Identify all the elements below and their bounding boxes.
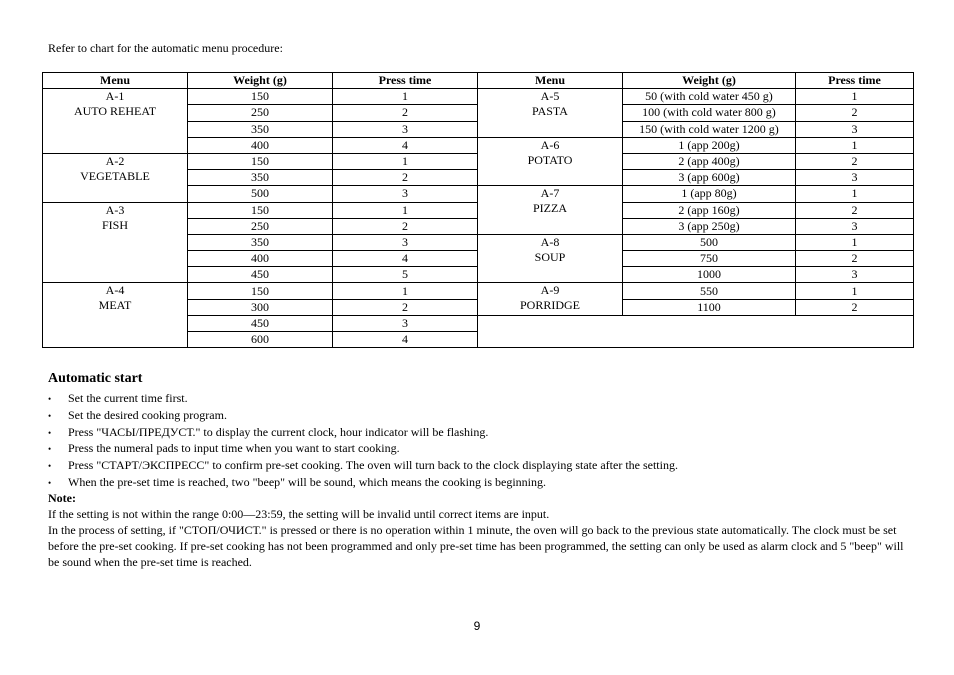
press-time-cell: 1 <box>333 283 478 299</box>
note-block <box>48 491 908 570</box>
menu-code: A-7 <box>540 186 560 201</box>
menu-cell <box>43 89 188 154</box>
press-time-cell: 3 <box>333 234 478 250</box>
press-time-cell: 2 <box>333 170 478 186</box>
press-time-cell: 3 <box>333 186 478 202</box>
empty-cell <box>478 315 914 347</box>
menu-name: VEGETABLE <box>80 168 150 183</box>
weight-cell: 400 <box>188 251 333 267</box>
menu-code: A-9 <box>540 283 560 298</box>
press-time-cell: 1 <box>333 153 478 169</box>
table-row <box>43 283 914 299</box>
column-header: Menu <box>43 73 188 89</box>
column-header: Weight (g) <box>623 73 796 89</box>
weight-cell: 350 <box>188 234 333 250</box>
press-time-cell: 3 <box>796 170 914 186</box>
weight-cell: 3 (app 600g) <box>623 170 796 186</box>
press-time-cell: 2 <box>333 299 478 315</box>
auto-menu-table <box>42 72 914 348</box>
press-time-cell: 5 <box>333 267 478 283</box>
weight-cell: 300 <box>188 299 333 315</box>
weight-cell: 1000 <box>623 267 796 283</box>
menu-cell <box>478 186 623 235</box>
weight-cell: 50 (with cold water 450 g) <box>623 89 796 105</box>
weight-cell: 150 <box>188 202 333 218</box>
press-time-cell: 1 <box>333 202 478 218</box>
intro-text: Refer to chart for the automatic menu procedure: <box>48 41 283 55</box>
page-number: 9 <box>473 619 481 633</box>
weight-cell: 500 <box>188 186 333 202</box>
menu-name: AUTO REHEAT <box>73 104 157 119</box>
list-item: • Set the current time first. <box>48 390 908 407</box>
press-time-cell: 2 <box>796 153 914 169</box>
weight-cell: 450 <box>188 267 333 283</box>
menu-code: A-6 <box>540 137 560 152</box>
press-time-cell: 1 <box>796 283 914 299</box>
weight-cell: 1100 <box>623 299 796 315</box>
press-time-cell: 3 <box>796 267 914 283</box>
weight-cell: 550 <box>623 283 796 299</box>
menu-name: PORRIDGE <box>519 298 580 313</box>
menu-cell <box>478 89 623 138</box>
menu-name: SOUP <box>534 249 566 264</box>
weight-cell: 250 <box>188 105 333 121</box>
column-header: Press time <box>796 73 914 89</box>
menu-code: A-3 <box>105 202 125 217</box>
weight-cell: 3 (app 250g) <box>623 218 796 234</box>
press-time-cell: 1 <box>796 234 914 250</box>
weight-cell: 150 <box>188 89 333 105</box>
weight-cell: 1 (app 200g) <box>623 137 796 153</box>
menu-name: PASTA <box>532 104 568 119</box>
press-time-cell: 2 <box>796 202 914 218</box>
weight-cell: 150 <box>188 283 333 299</box>
press-time-cell: 1 <box>796 186 914 202</box>
press-time-cell: 2 <box>333 105 478 121</box>
press-time-cell: 4 <box>333 332 478 348</box>
menu-cell <box>43 202 188 283</box>
weight-cell: 2 (app 160g) <box>623 202 796 218</box>
weight-cell: 2 (app 400g) <box>623 153 796 169</box>
press-time-cell: 1 <box>333 89 478 105</box>
menu-code: A-4 <box>105 283 125 298</box>
press-time-cell: 2 <box>796 105 914 121</box>
weight-cell: 150 <box>188 153 333 169</box>
menu-cell <box>478 137 623 186</box>
menu-cell <box>43 283 188 348</box>
menu-cell <box>43 153 188 202</box>
menu-code: A-8 <box>540 234 560 249</box>
table-row <box>43 89 914 105</box>
section-heading: Automatic start <box>48 371 143 386</box>
weight-cell: 600 <box>188 332 333 348</box>
menu-name: PIZZA <box>533 201 567 216</box>
note-paragraph: If the setting is not within the range 0:00—23:59, the setting will be invalid until correct items are input. <box>48 506 550 521</box>
list-item: • Press the numeral pads to input time when you want to start cooking. <box>48 440 908 457</box>
weight-cell: 750 <box>623 251 796 267</box>
menu-code: A-2 <box>105 153 125 168</box>
press-time-cell: 2 <box>796 299 914 315</box>
menu-cell <box>478 283 623 315</box>
weight-cell: 350 <box>188 121 333 137</box>
weight-cell: 150 (with cold water 1200 g) <box>623 121 796 137</box>
list-item: • When the pre-set time is reached, two "beep" will be sound, which means the cooking is beginning. <box>48 474 908 491</box>
note-label: Note: <box>48 490 76 505</box>
press-time-cell: 3 <box>796 218 914 234</box>
menu-name: MEAT <box>98 298 132 313</box>
menu-cell <box>478 234 623 283</box>
press-time-cell: 3 <box>333 315 478 331</box>
list-item: • Set the desired cooking program. <box>48 407 908 424</box>
column-header: Menu <box>478 73 623 89</box>
menu-name: POTATO <box>527 152 573 167</box>
weight-cell: 1 (app 80g) <box>623 186 796 202</box>
press-time-cell: 1 <box>796 89 914 105</box>
weight-cell: 500 <box>623 234 796 250</box>
steps-list <box>48 390 908 491</box>
weight-cell: 450 <box>188 315 333 331</box>
automatic-start-section <box>48 371 908 570</box>
weight-cell: 350 <box>188 170 333 186</box>
column-header: Press time <box>333 73 478 89</box>
press-time-cell: 4 <box>333 137 478 153</box>
press-time-cell: 3 <box>333 121 478 137</box>
menu-name: FISH <box>101 217 128 232</box>
press-time-cell: 2 <box>333 218 478 234</box>
list-item: • Press "ЧАСЫ/ПРЕДУСТ." to display the current clock, hour indicator will be flashing. <box>48 424 908 441</box>
press-time-cell: 4 <box>333 251 478 267</box>
press-time-cell: 2 <box>796 251 914 267</box>
menu-code: A-1 <box>105 89 125 104</box>
weight-cell: 400 <box>188 137 333 153</box>
table-header-row <box>43 73 914 89</box>
column-header: Weight (g) <box>188 73 333 89</box>
menu-code: A-5 <box>540 89 560 104</box>
press-time-cell: 1 <box>796 137 914 153</box>
table-body <box>43 89 914 348</box>
weight-cell: 100 (with cold water 800 g) <box>623 105 796 121</box>
list-item: • Press "СТАРТ/ЭКСПРЕСС" to confirm pre-set cooking. The oven will turn back to the clock displaying state after the setting. <box>48 457 908 474</box>
weight-cell: 250 <box>188 218 333 234</box>
press-time-cell: 3 <box>796 121 914 137</box>
note-paragraph: In the process of setting, if "СТОП/ОЧИСТ." is pressed or there is no operation within 1 minute, the oven will go back to the previous state automatically. The clock must be set before the pre-set cooking. If pre-set cooking has not been programmed and only pre-set time has been programmed, the setting can only be used as alarm clock and 5 "beep" will be sound when the pre-set time is reached. <box>48 522 904 569</box>
